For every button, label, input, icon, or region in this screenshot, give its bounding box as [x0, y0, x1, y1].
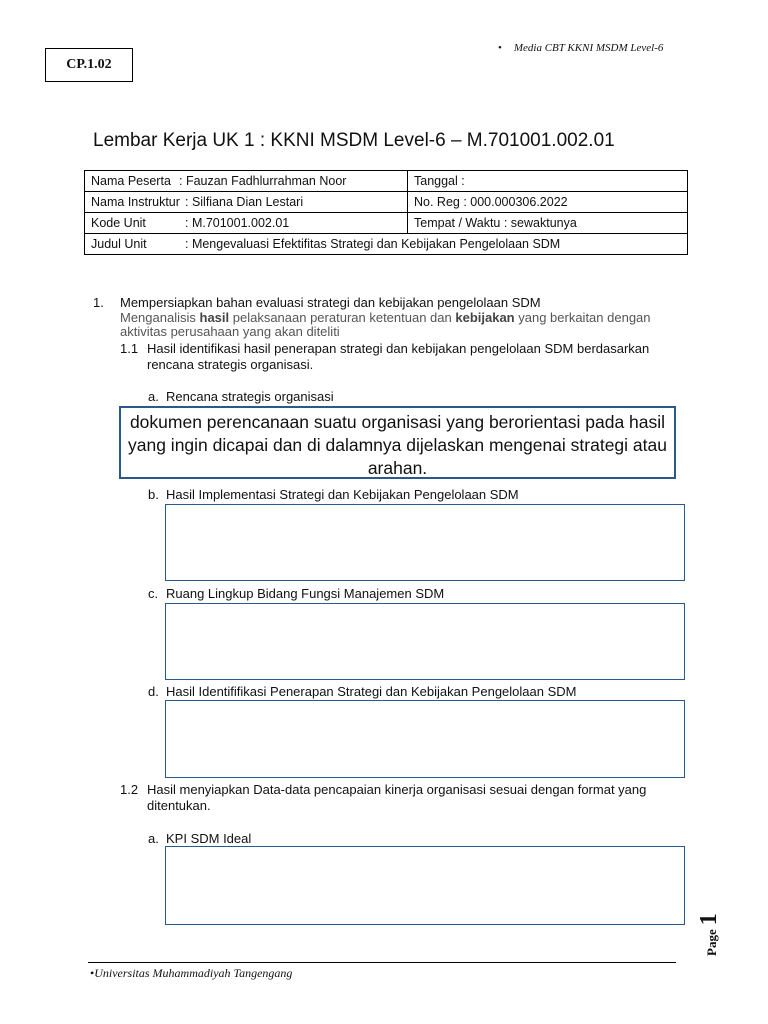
participant-info-table	[84, 170, 688, 255]
info-value: : Fauzan Fadhlurrahman Noor	[179, 174, 347, 188]
answer-box-hasil-identifikasi[interactable]	[165, 700, 685, 778]
info-label: Kode Unit	[91, 216, 146, 230]
info-cell: Tanggal :	[408, 171, 688, 192]
description-line: Menganalisis hasil pelaksanaan peraturan ketentuan dan kebijakan yang berkaitan dengan	[120, 310, 651, 325]
section-heading: Mempersiapkan bahan evaluasi strategi dan kebijakan pengelolaan SDM	[120, 295, 541, 310]
header-note	[498, 42, 663, 54]
document-code: CP.1.02	[45, 48, 133, 82]
subsection-number: 1.2	[120, 782, 139, 797]
footer-university: Universitas Muhammadiyah Tangengang	[94, 966, 293, 980]
item-label: Ruang Lingkup Bidang Fungsi Manajemen SDM	[166, 586, 445, 601]
section-description	[120, 311, 690, 339]
info-cell	[85, 171, 408, 192]
info-cell	[85, 192, 408, 213]
table-row	[85, 171, 688, 192]
item-letter: c.	[148, 586, 159, 601]
answer-box-hasil-implementasi[interactable]	[165, 504, 685, 581]
info-value: : Silfiana Dian Lestari	[185, 195, 304, 209]
item-label: Rencana strategis organisasi	[166, 389, 334, 404]
bullet-icon: •	[90, 966, 95, 980]
info-cell	[85, 213, 408, 234]
item-letter: b.	[148, 487, 159, 502]
table-row	[85, 234, 688, 255]
footer-divider	[88, 962, 676, 963]
item-letter: a.	[148, 831, 159, 846]
page-number	[696, 913, 723, 956]
header-note-text: Media CBT KKNI MSDM Level-6	[513, 42, 664, 54]
item-letter: d.	[148, 684, 159, 699]
section-number: 1.	[93, 295, 104, 310]
item-label: KPI SDM Ideal	[166, 831, 252, 846]
answer-box-kpi-sdm[interactable]	[165, 846, 685, 925]
footer-text	[90, 966, 292, 981]
info-label: Nama Instruktur	[91, 195, 180, 209]
item-letter: a.	[148, 389, 159, 404]
page-word: Page	[704, 929, 719, 956]
info-value: : Mengevaluasi Efektifitas Strategi dan Kebijakan Pengelolaan SDM	[185, 237, 561, 251]
bullet-icon: •	[498, 42, 502, 54]
subsection-text: Hasil identifikasi hasil penerapan strategi dan kebijakan pengelolaan SDM berdasarkan rencana strategis organisasi.	[147, 341, 650, 372]
subsection-text: Hasil menyiapkan Data-data pencapaian kinerja organisasi sesuai dengan format yang ditentukan.	[147, 782, 647, 813]
info-cell	[85, 234, 688, 255]
answer-box-ruang-lingkup[interactable]	[165, 603, 685, 680]
table-row	[85, 192, 688, 213]
subsection-number: 1.1	[120, 341, 139, 356]
page-number-value: 1	[696, 913, 722, 926]
table-row	[85, 213, 688, 234]
info-label: Nama Peserta	[91, 174, 171, 188]
info-label: Judul Unit	[91, 237, 147, 251]
info-cell: No. Reg : 000.000306.2022	[408, 192, 688, 213]
answer-box-rencana-strategis[interactable]: dokumen perencanaan suatu organisasi yang berorientasi pada hasil yang ingin dicapai dan di dalamnya dijelaskan mengenai strategi atau arahan.	[119, 406, 676, 479]
info-value: : M.701001.002.01	[185, 216, 290, 230]
description-line: aktivitas perusahaan yang akan diteliti	[120, 324, 340, 339]
page-title: Lembar Kerja UK 1 : KKNI MSDM Level-6 – M.701001.002.01	[93, 130, 615, 151]
info-cell: Tempat / Waktu : sewaktunya	[408, 213, 688, 234]
item-label: Hasil Identififikasi Penerapan Strategi dan Kebijakan Pengelolaan SDM	[166, 684, 577, 699]
item-label: Hasil Implementasi Strategi dan Kebijakan Pengelolaan SDM	[166, 487, 519, 502]
